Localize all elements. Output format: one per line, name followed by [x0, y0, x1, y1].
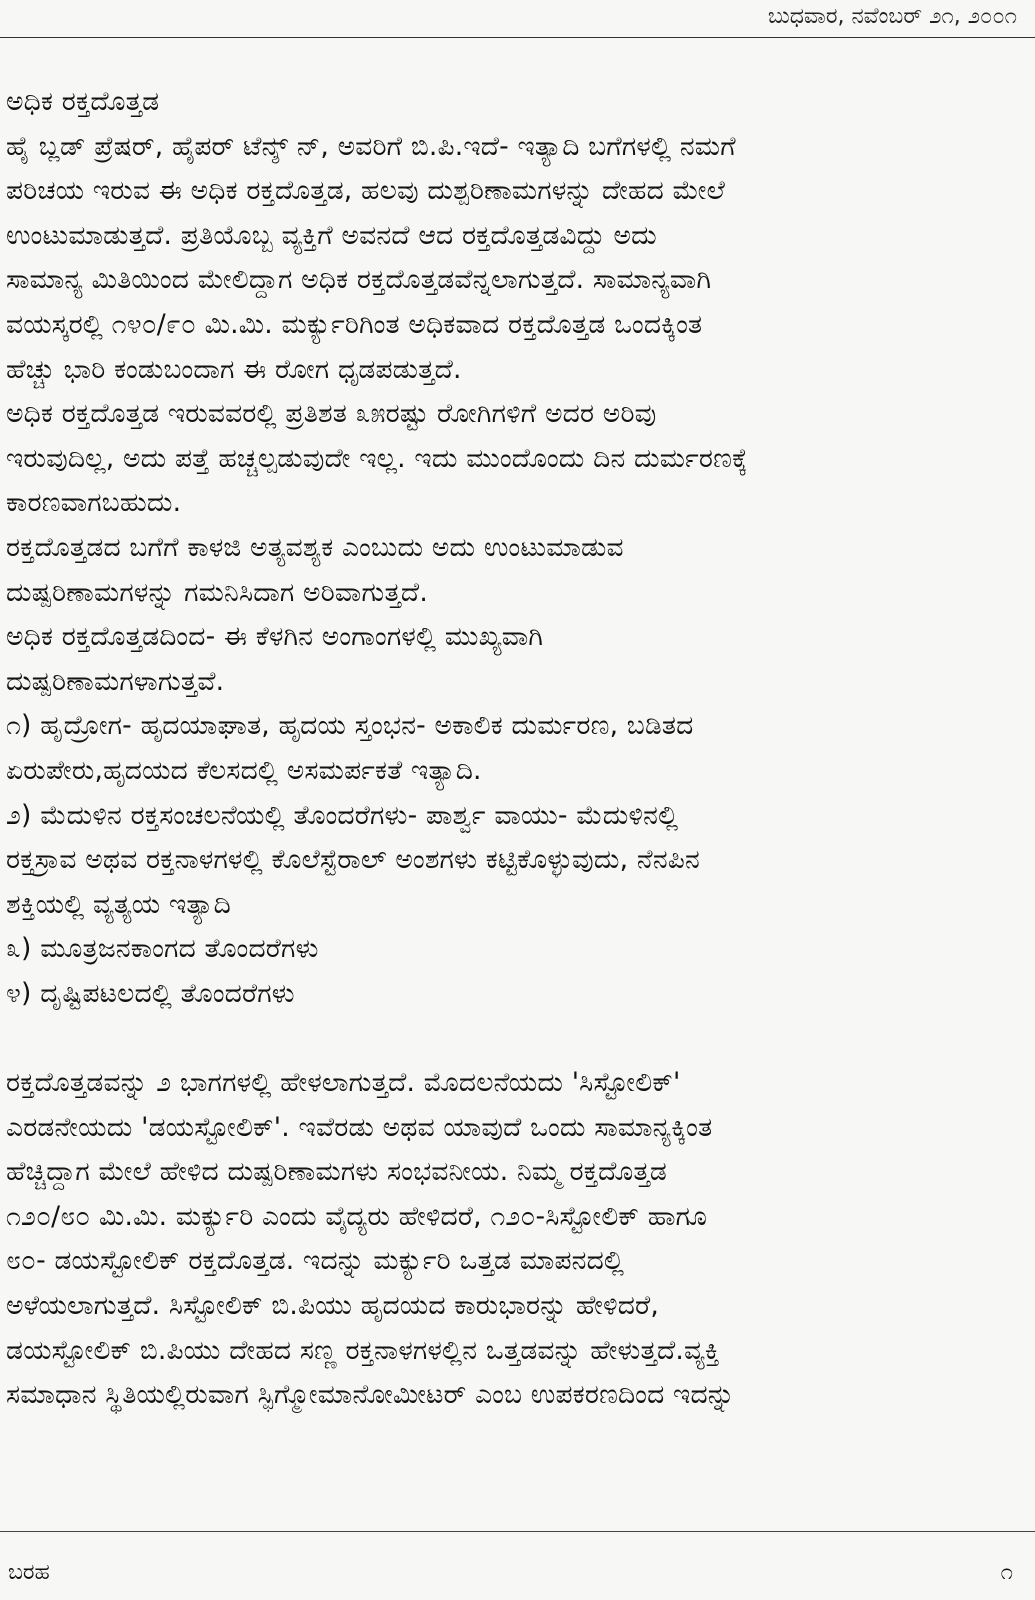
- text-line: ಉಂಟುಮಾಡುತ್ತದೆ. ಪ್ರತಿಯೊಬ್ಬ ವ್ಯಕ್ತಿಗೆ ಅವನದೆ ಆದ ರಕ್ತದೊತ್ತಡವಿದ್ದು ಅದು: [6, 219, 657, 251]
- text-line: ಸಾಮಾನ್ಯ ಮಿತಿಯಿಂದ ಮೇಲಿದ್ದಾಗ ಅಧಿಕ ರಕ್ತದೊತ್ತಡವೆನ್ನಲಾಗುತ್ತದೆ. ಸಾಮಾನ್ಯವಾಗಿ: [6, 264, 712, 296]
- text-line: ಅಧಿಕ ರಕ್ತದೊತ್ತಡ ಇರುವವರಲ್ಲಿ ಪ್ರತಿಶತ ೩೫ರಷ್ಟು ರೋಗಿಗಳಿಗೆ ಅದರ ಅರಿವು: [6, 398, 657, 430]
- document-body: [6, 80, 1026, 1418]
- text-line: ಹೆಚ್ಚು ಭಾರಿ ಕಂಡುಬಂದಾಗ ಈ ರೋಗ ಧೃಡಪಡುತ್ತದೆ.: [6, 353, 462, 385]
- list-item: ೪) ದೃಷ್ಟಿಪಟಲದಲ್ಲಿ ತೊಂದರೆಗಳು: [6, 977, 295, 1009]
- list-item: ೩) ಮೂತ್ರಜನಕಾಂಗದ ತೊಂದರೆಗಳು: [6, 933, 319, 965]
- text-line: ಅಧಿಕ ರಕ್ತದೊತ್ತಡದಿಂದ- ಈ ಕೆಳಗಿನ ಅಂಗಾಂಗಳಲ್ಲಿ ಮುಖ್ಯವಾಗಿ: [6, 621, 544, 653]
- text-line: ರಕ್ತದೊತ್ತಡದ ಬಗೆಗೆ ಕಾಳಜಿ ಅತ್ಯವಶ್ಯಕ ಎಂಬುದು ಅದು ಉಂಟುಮಾಡುವ: [6, 531, 624, 563]
- text-line: ಕಾರಣವಾಗಬಹುದು.: [6, 487, 182, 519]
- text-line: ಅಳೆಯಲಾಗುತ್ತದೆ. ಸಿಸ್ಟೋಲಿಕ್ ಬಿ.ಪಿಯು ಹೃದಯದ ಕಾರುಭಾರನ್ನು ಹೇಳಿದರೆ,: [6, 1290, 659, 1322]
- text-line: ಇರುವುದಿಲ್ಲ, ಅದು ಪತ್ತೆ ಹಚ್ಚಲ್ಪಡುವುದೇ ಇಲ್ಲ. ಇದು ಮುಂದೊಂದು ದಿನ ದುರ್ಮರಣಕ್ಕೆ: [6, 442, 748, 474]
- text-line: ದುಷ್ಪರಿಣಾಮಗಳನ್ನು ಗಮನಿಸಿದಾಗ ಅರಿವಾಗುತ್ತದೆ.: [6, 576, 428, 608]
- text-line: ಎರಡನೇಯದು 'ಡಯಸ್ಟೋಲಿಕ್'. ಇವೆರಡು ಅಥವ ಯಾವುದೆ ಒಂದು ಸಾಮಾನ್ಯಕ್ಕಿಂತ: [6, 1111, 713, 1143]
- text-line: ದುಷ್ಪರಿಣಾಮಗಳಾಗುತ್ತವೆ.: [6, 665, 225, 697]
- text-line: ೮೦- ಡಯಸ್ಟೋಲಿಕ್ ರಕ್ತದೊತ್ತಡ. ಇದನ್ನು ಮರ್ಕ್ಯುರಿ ಒತ್ತಡ ಮಾಪನದಲ್ಲಿ: [6, 1245, 625, 1277]
- text-line: ವಯಸ್ಕರಲ್ಲಿ ೧೪೦/೯೦ ಮಿ.ಮಿ. ಮರ್ಕ್ಯುರಿಗಿಂತ ಅಧಿಕವಾದ ರಕ್ತದೊತ್ತಡ ಒಂದಕ್ಕಿಂತ: [6, 308, 703, 340]
- text-line: ರಕ್ತದೊತ್ತಡವನ್ನು ೨ ಭಾಗಗಳಲ್ಲಿ ಹೇಳಲಾಗುತ್ತದೆ. ಮೊದಲನೆಯದು 'ಸಿಸ್ಟೋಲಿಕ್': [6, 1067, 681, 1099]
- text-line: ಶಕ್ತಿಯಲ್ಲಿ ವ್ಯತ್ಯಯ ಇತ್ಯಾದಿ: [6, 888, 231, 920]
- text-line: ಪರಿಚಯ ಇರುವ ಈ ಅಧಿಕ ರಕ್ತದೊತ್ತಡ, ಹಲವು ದುಶ್ಪರಿಣಾಮಗಳನ್ನು ದೇಹದ ಮೇಲೆ: [6, 175, 726, 207]
- list-item: ೨) ಮೆದುಳಿನ ರಕ್ತಸಂಚಲನೆಯಲ್ಲಿ ತೊಂದರೆಗಳು- ಪಾರ್ಶ್ವ ವಾಯು- ಮೆದುಳಿನಲ್ಲಿ: [6, 799, 679, 831]
- page-header: [0, 0, 1035, 38]
- text-line: ಹೈ ಬ್ಲಡ್ ಪ್ರೆಷರ್, ಹೈಪರ್ ಟೆನ್ಶ್ ನ್, ಅವರಿಗೆ ಬಿ.ಪಿ.ಇದೆ- ಇತ್ಯಾದಿ ಬಗೆಗಳಲ್ಲಿ ನಮಗೆ: [6, 130, 736, 162]
- document-title: ಅಧಿಕ ರಕ್ತದೊತ್ತಡ: [6, 86, 160, 117]
- text-line: ಡಯಸ್ಟೋಲಿಕ್ ಬಿ.ಪಿಯು ದೇಹದ ಸಣ್ಣ ರಕ್ತನಾಳಗಳಲ್ಲಿನ ಒತ್ತಡವನ್ನು ಹೇಳುತ್ತದೆ.ವ್ಯಕ್ತಿ: [6, 1334, 720, 1366]
- text-line: ೧೨೦/೮೦ ಮಿ.ಮಿ. ಮರ್ಕ್ಯುರಿ ಎಂದು ವೈದ್ಯರು ಹೇಳಿದರೆ, ೧೨೦-ಸಿಸ್ಟೋಲಿಕ್ ಹಾಗೂ: [6, 1200, 708, 1232]
- header-divider: [0, 37, 1035, 38]
- text-line: ರಕ್ತಸ್ರಾವ ಅಥವ ರಕ್ತನಾಳಗಳಲ್ಲಿ ಕೊಲೆಸ್ಟೆರಾಲ್ ಅಂಶಗಳು ಕಟ್ಟಿಕೊಳ್ಳುವುದು, ನೆನಪಿನ: [6, 844, 700, 876]
- text-line: ಏರುಪೇರು,ಹೃದಯದ ಕೆಲಸದಲ್ಲಿ ಅಸಮರ್ಪಕತೆ ಇತ್ಯಾದಿ.: [6, 754, 482, 786]
- paragraph-spacer: [6, 1016, 1026, 1061]
- text-line: ಸಮಾಧಾನ ಸ್ಥಿತಿಯಲ್ಲಿರುವಾಗ ಸ್ಫಿಗ್ಮೋಮಾನೋಮೀಟರ್ ಎಂಬ ಉಪಕರಣದಿಂದ ಇದನ್ನು: [6, 1379, 735, 1411]
- header-date: ಬುಧವಾರ, ನವೆಂಬರ್ ೨೧, ೨೦೦೧: [767, 4, 1017, 29]
- text-line: ಹೆಚ್ಚಿದ್ದಾಗ ಮೇಲೆ ಹೇಳಿದ ದುಷ್ಪರಿಣಾಮಗಳು ಸಂಭವನೀಯ. ನಿಮ್ಮ ರಕ್ತದೊತ್ತಡ: [6, 1156, 667, 1188]
- page-number: ೧: [1000, 1560, 1013, 1585]
- list-item: ೧) ಹೃದ್ರೋಗ- ಹೃದಯಾಘಾತ, ಹೃದಯ ಸ್ತಂಭನ- ಅಕಾಲಿಕ ದುರ್ಮರಣ, ಬಡಿತದ: [6, 710, 694, 742]
- footer-divider: [0, 1531, 1035, 1532]
- footer-label: ಬರಹ: [8, 1560, 50, 1585]
